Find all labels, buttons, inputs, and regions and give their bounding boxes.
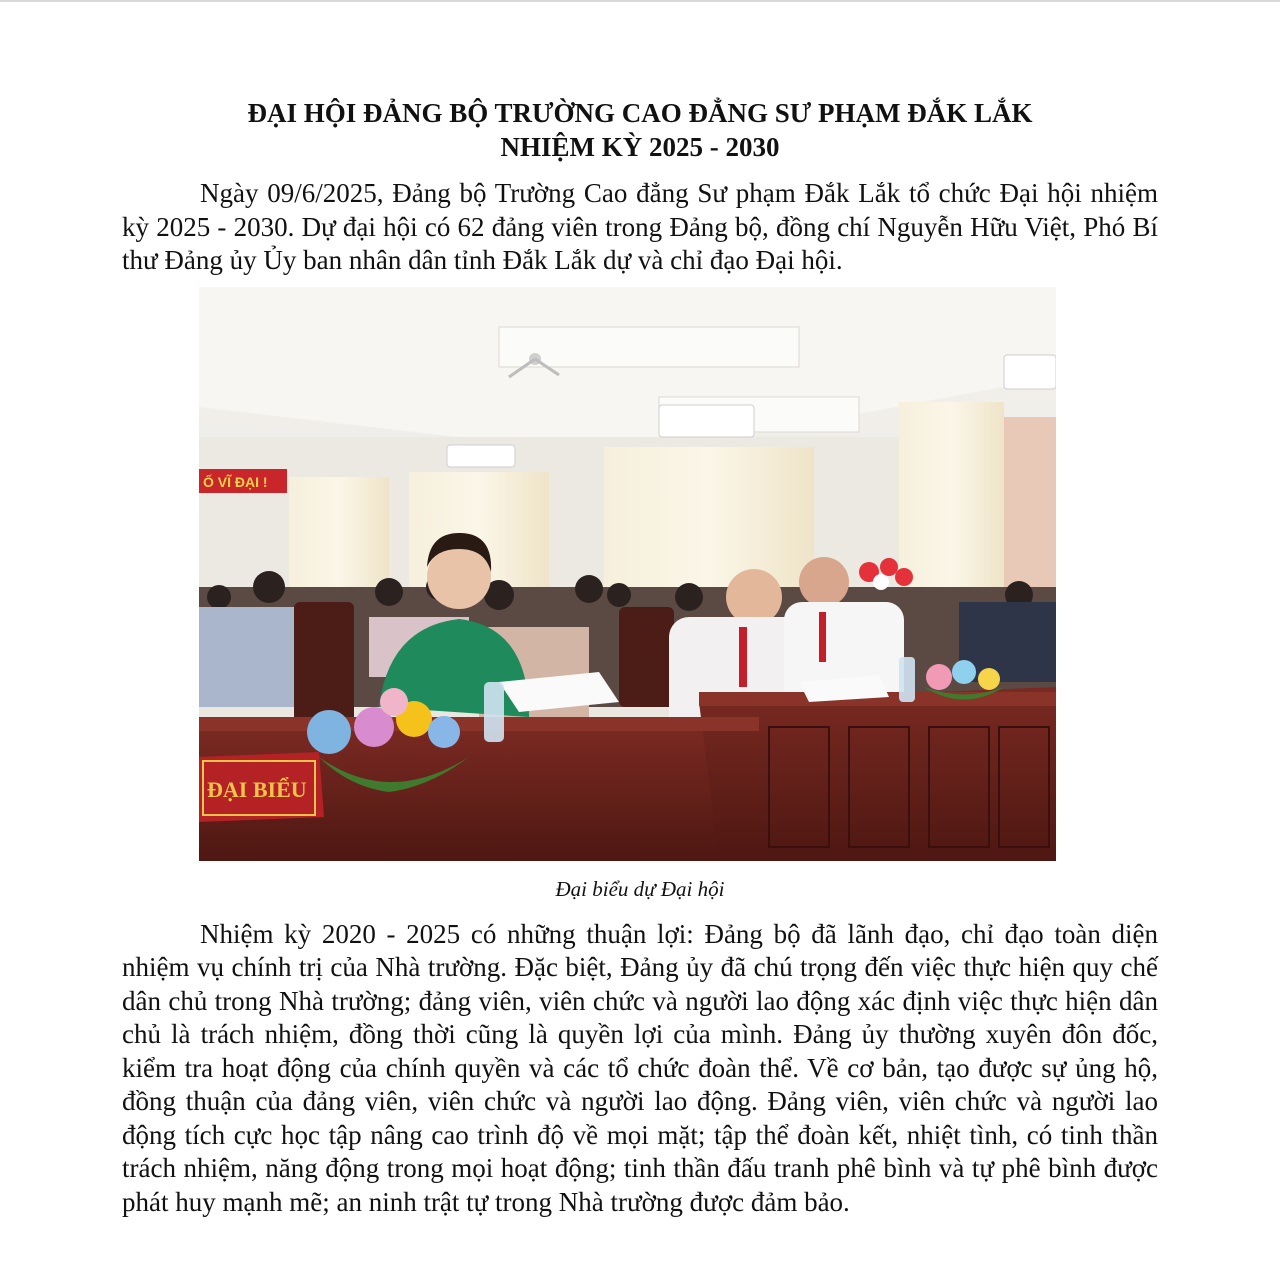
- paragraph-body: Nhiệm kỳ 2020 - 2025 có những thuận lợi: Đảng bộ đã lãnh đạo, chỉ đạo toàn diện nhiệm vụ chính trị của Nhà trường. Đặc biệt, Đảng ủy đã chú trọng đến việc thực hiện quy chế dân chủ trong Nhà trường; đảng viên, viên chức và người lao động xác định việc thực hiện dân chủ là trách nhiệm, đồng thời cũng là quyền lợi của mình. Đảng ủy thường xuyên đôn đốc, kiểm tra hoạt động của chính quyền và các tổ chức đoàn thể. Về cơ bản, tạo được sự ủng hộ, đồng thuận của đảng viên, viên chức và người lao động. Đảng viên, viên chức và người lao động tích cực học tập nâng cao trình độ về mọi mặt; tập thể đoàn kết, nhiệt tình, có tinh thần trách nhiệm, năng động trong mọi hoạt động; tinh thần đấu tranh phê bình và tự phê bình được phát huy mạnh mẽ; an ninh trật tự trong Nhà trường được đảm bảo.: [122, 918, 1158, 1217]
- document-title: [122, 96, 1158, 164]
- document-page: [122, 96, 1158, 1219]
- desk-sign-text: ĐẠI BIỂU: [207, 776, 307, 802]
- congress-photo: [199, 287, 1056, 861]
- photo-caption: Đại biểu dự Đại hội: [555, 876, 725, 901]
- photo-illustration: [199, 287, 1056, 861]
- title-line-1: ĐẠI HỘI ĐẢNG BỘ TRƯỜNG CAO ĐẲNG SƯ PHẠM ĐẮK LẮK: [247, 98, 1033, 128]
- banner-text: Ố VĨ ĐẠI !: [203, 473, 268, 490]
- desk-sign: [199, 752, 324, 822]
- title-line-2: NHIỆM KỲ 2025 - 2030: [500, 132, 780, 162]
- top-border: [0, 0, 1280, 2]
- paragraph-intro: Ngày 09/6/2025, Đảng bộ Trường Cao đẳng Sư phạm Đắk Lắk tổ chức Đại hội nhiệm kỳ 2025 - 2030. Dự đại hội có 62 đảng viên trong Đảng bộ, đồng chí Nguyễn Hữu Việt, Phó Bí thư Đảng ủy Ủy ban nhân dân tỉnh Đắk Lắk dự và chỉ đạo Đại hội.: [122, 178, 1158, 275]
